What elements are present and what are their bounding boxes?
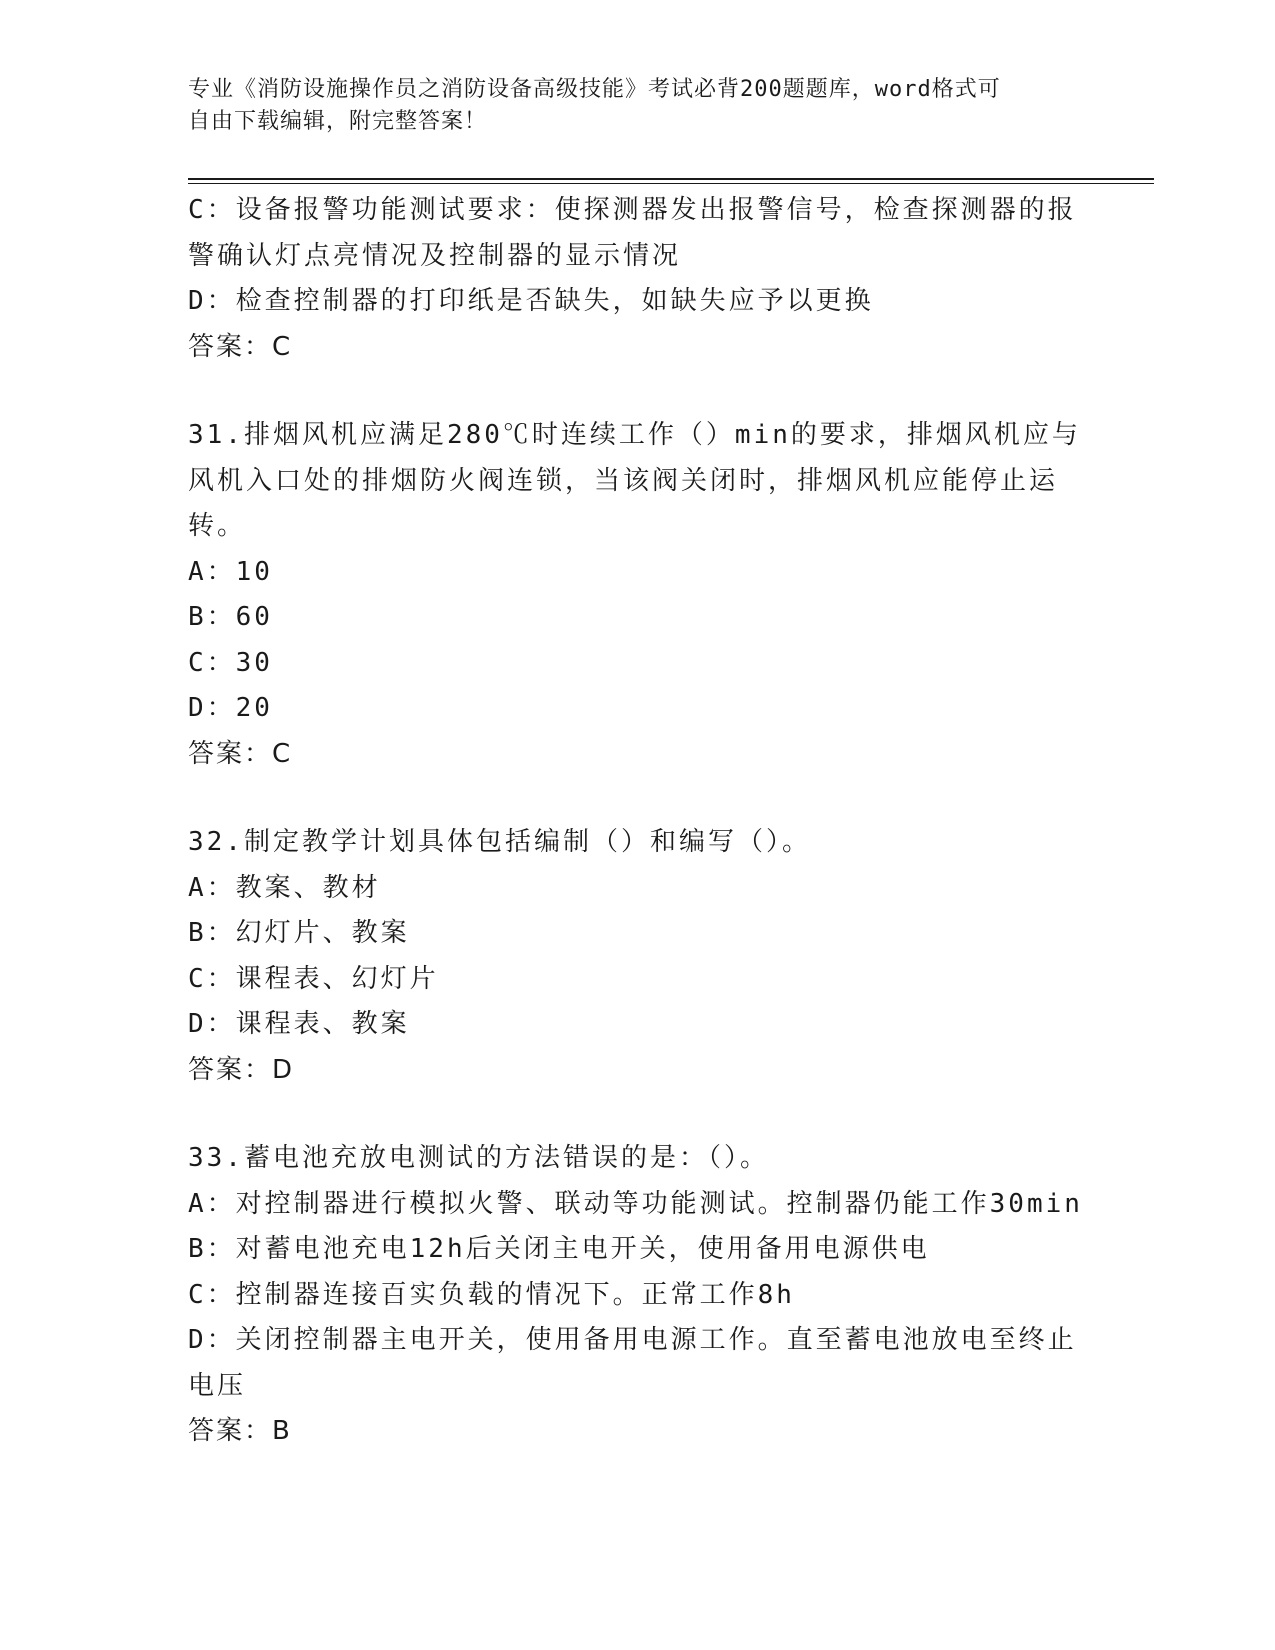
header-title-line-1: 专业《消防设施操作员之消防设备高级技能》考试必背200题题库，word格式可 (188, 77, 1001, 102)
answer: 答案：C (188, 738, 293, 769)
question-30-continued (188, 188, 1088, 370)
answer: 答案：B (188, 1416, 292, 1446)
question-stem-line-2: 风机入口处的排烟防火阀连锁，当该阀关闭时，排烟风机应能停止运 (188, 465, 1059, 496)
option-a: A：教案、教材 (188, 872, 381, 903)
option-c: C：30 (188, 647, 273, 678)
option-a: A：10 (188, 556, 273, 587)
option-d-line-2: 电压 (188, 1370, 247, 1401)
question-stem-line-3: 转。 (188, 511, 247, 541)
option-a: A：对控制器进行模拟火警、联动等功能测试。控制器仍能工作30min (188, 1188, 1083, 1219)
option-b: B：幻灯片、教案 (188, 918, 410, 948)
option-b: B：60 (188, 602, 273, 632)
question-33 (188, 1136, 1088, 1455)
question-stem: 33.蓄电池充放电测试的方法错误的是：（）。 (188, 1143, 769, 1173)
option-c: C：课程表、幻灯片 (188, 963, 439, 994)
header-divider-thick (188, 178, 1154, 180)
document-header (188, 74, 1068, 138)
question-32 (188, 820, 1088, 1093)
option-c: C：控制器连接百实负载的情况下。正常工作8h (188, 1279, 795, 1310)
option-d: D：课程表、教案 (188, 1009, 410, 1039)
question-stem: 32.制定教学计划具体包括编制（）和编写（）。 (188, 827, 811, 857)
answer: 答案：D (188, 1054, 295, 1085)
option-d-line-1: D：关闭控制器主电开关，使用备用电源工作。直至蓄电池放电至终止 (188, 1325, 1077, 1355)
option-c-line-2: 警确认灯点亮情况及控制器的显示情况 (188, 240, 682, 271)
header-title-line-2: 自由下载编辑，附完整答案！ (188, 109, 488, 134)
option-d: D：20 (188, 693, 273, 723)
spacer (188, 1093, 1088, 1136)
answer: 答案：C (188, 331, 293, 362)
question-31 (188, 413, 1088, 777)
header-divider-thin (188, 183, 1154, 184)
spacer (188, 777, 1088, 820)
question-stem-line-1: 31.排烟风机应满足280℃时连续工作（）min的要求，排烟风机应与 (188, 420, 1081, 450)
option-c-line-1: C：设备报警功能测试要求：使探测器发出报警信号，检查探测器的报 (188, 195, 1077, 225)
option-b: B：对蓄电池充电12h后关闭主电开关，使用备用电源供电 (188, 1234, 930, 1264)
question-list (188, 188, 1088, 1455)
option-d: D：检查控制器的打印纸是否缺失，如缺失应予以更换 (188, 286, 874, 316)
spacer (188, 370, 1088, 413)
